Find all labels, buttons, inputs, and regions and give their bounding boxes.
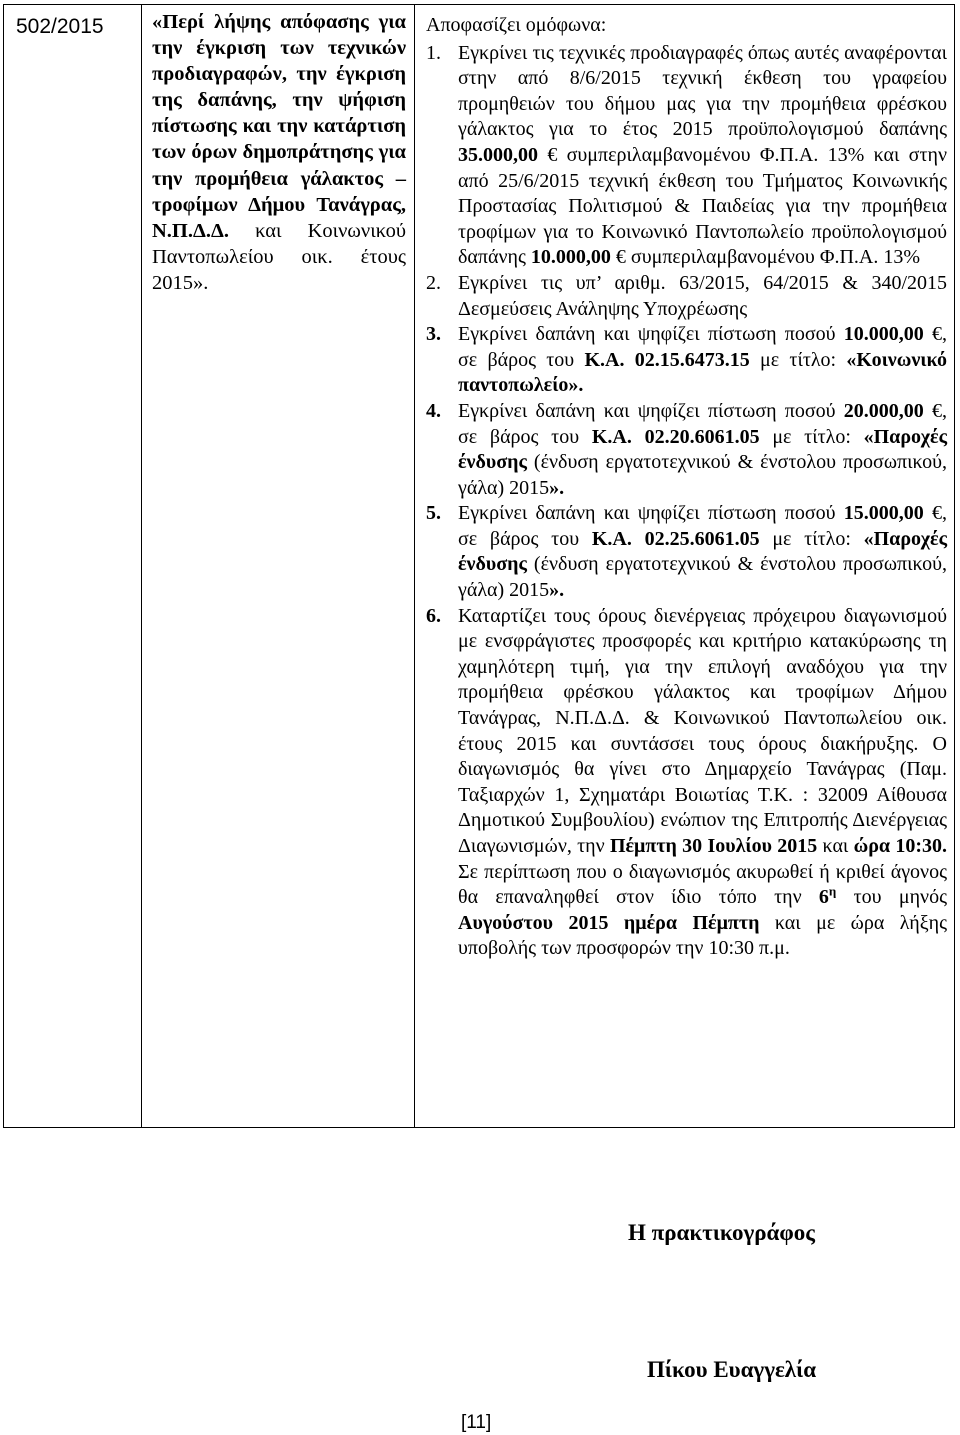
item-text: €, σε βάρος του	[458, 323, 948, 371]
item-number: 4.	[426, 399, 441, 422]
item-title-end: ».	[549, 476, 565, 499]
repeat-date: Αυγούστου 2015 ημέρα Πέμπτη	[458, 911, 760, 934]
item-text: του μηνός	[853, 886, 947, 909]
decides-label: Αποφασίζει ομόφωνα:	[426, 14, 607, 36]
item-text: συμπεριλαμβανομένου Φ.Π.Α. 13% και στην από 25/6/2015 τεχνική έκθεση του Τμήματος Κοινωνικής Προστασίας Πολιτισμού & Παιδείας για την προμήθεια τροφίμων για το Κοινωνικό Παντοπωλείο προϋπολογισμού δαπάνης	[458, 143, 948, 269]
item-account-code: Κ.Α. 02.25.6061.05	[591, 527, 760, 550]
decision-number-cell	[4, 5, 142, 1127]
item-title: «Παροχές ένδυσης	[458, 527, 948, 576]
decision-items	[426, 41, 947, 962]
item-text: Εγκρίνει τις τεχνικές προδιαγραφές όπως αυτές αναφέρονται στην από 8/6/2015 τεχνική έκθεση του γραφείου προμηθειών του δήμου μας για την προμήθεια φρέσκου γάλακτος για το έτος 2015 προϋπολογισμού δαπάνης	[458, 41, 947, 141]
item-text: Εγκρίνει δαπάνη και ψηφίζει πίστωση ποσού	[458, 399, 836, 422]
item-text: και	[822, 835, 849, 857]
item-amount: 20.000,00	[843, 399, 924, 422]
item-body	[458, 604, 947, 962]
item-text: Καταρτίζει τους όρους διενέργειας πρόχειρου διαγωνισμού με ενσφράγιστες προσφορές και κριτήριο κατακύρωσης τη χαμηλότερη τιμή, για την επιλογή αναδόχου για την προμήθεια φρέσκου γάλακτος και τροφίμων Δήμου Τανάγρας, Ν.Π.Δ.Δ. & Κοινωνικού Παντοπωλείου οικ. έτους 2015 και συντάσσει τους όρους διακήρυξης. Ο διαγωνισμός θα γίνει στο Δημαρχείο Τανάγρας (Παμ. Ταξιαρχών 1, Σχηματάρι Βοιωτίας Τ.Κ. : 32009 Αίθουσα Δημοτικού Συμβουλίου) ενώπιον της Επιτροπής Διενέργειας Διαγωνισμών, την	[458, 604, 947, 857]
item-account-code: Κ.Α. 02.20.6061.05	[591, 425, 760, 448]
decision-table	[3, 4, 955, 1128]
item-body	[458, 322, 947, 399]
decision-cell	[415, 5, 954, 1127]
item-title-end: ».	[549, 579, 565, 602]
item-text: με τίτλο:	[760, 348, 837, 371]
signature-name: Πίκου Ευαγγελία	[647, 1357, 817, 1382]
item-title-rest: (ένδυση εργατοτεχνικού & ένστολου προσωπικού, γάλα) 2015	[458, 553, 948, 602]
item-title-rest: (ένδυση εργατοτεχνικού & ένστολου προσωπικού, γάλα) 2015	[458, 451, 948, 499]
item-number: 2.	[426, 271, 441, 294]
repeat-day-suffix: η	[828, 883, 837, 899]
item-body	[458, 501, 947, 603]
item-title: «Κοινωνικό παντοπωλείο».	[458, 348, 947, 397]
item-title: «Παροχές ένδυσης	[458, 425, 948, 474]
item-amount: 10.000,00	[530, 246, 611, 269]
decision-item-4	[426, 399, 947, 501]
item-body	[458, 41, 947, 271]
item-text: €, σε βάρος του	[458, 399, 948, 448]
euro-sign: €	[547, 143, 558, 166]
item-number: 1.	[426, 41, 441, 64]
subject-cell	[142, 5, 415, 1127]
item-text: συμπεριλαμβανομένου Φ.Π.Α. 13%	[630, 246, 920, 269]
item-text: με τίτλο:	[772, 527, 851, 550]
decision-item-2	[426, 271, 947, 322]
item-amount: 10.000,00	[843, 323, 924, 346]
item-text: €, σε βάρος του	[458, 502, 948, 550]
euro-sign: €	[615, 246, 626, 269]
decision-number: 502/2015	[16, 15, 104, 38]
item-body: Εγκρίνει τις υπ’ αριθμ. 63/2015, 64/2015 & 340/2015 Δεσμεύσεις Ανάληψης Υποχρέωσης	[458, 271, 947, 320]
subject-bold-text: «Περί λήψης απόφασης για την έγκριση των τεχνικών προδιαγραφών, την έγκριση της δαπάνης, την ψήφιση πίστωσης και την κατάρτιση των όρων δημοπράτησης για την προμήθεια γάλακτος – τροφίμων Δήμου Τανάγρας, Ν.Π.Δ.Δ.	[152, 11, 406, 242]
decision-item-6	[426, 604, 947, 962]
item-account-code: Κ.Α. 02.15.6473.15	[584, 348, 750, 371]
page-number: [11]	[461, 1412, 492, 1433]
decision-item-5	[426, 501, 947, 603]
item-text: Εγκρίνει δαπάνη και ψηφίζει πίστωση ποσού	[458, 502, 836, 525]
tender-time: ώρα 10:30.	[853, 835, 947, 857]
item-number: 6.	[426, 604, 441, 627]
subject-plain-text: και Κοινωνικού Παντοπωλείου οικ. έτους 2015».	[152, 219, 406, 294]
tender-date: Πέμπτη 30 Ιουλίου 2015	[609, 835, 818, 857]
item-text: Σε περίπτωση που ο διαγωνισμός ακυρωθεί ή κριθεί άγονος θα επαναληφθεί στον ίδιο τόπο την	[458, 860, 947, 909]
item-number: 3.	[426, 323, 441, 346]
item-body	[458, 399, 947, 501]
repeat-day-number: 6	[818, 886, 829, 909]
item-text: Εγκρίνει δαπάνη και ψηφίζει πίστωση ποσού	[458, 323, 836, 346]
decision-item-1	[426, 41, 947, 271]
item-amount: 35.000,00	[458, 143, 538, 166]
item-text: και με ώρα λήξης υποβολής των προσφορών την 10:30 π.μ.	[458, 911, 948, 960]
decision-item-3	[426, 322, 947, 399]
item-amount: 15.000,00	[843, 502, 924, 525]
item-text: με τίτλο:	[772, 425, 851, 448]
item-number: 5.	[426, 502, 441, 525]
signature-title: Η πρακτικογράφος	[628, 1220, 815, 1245]
